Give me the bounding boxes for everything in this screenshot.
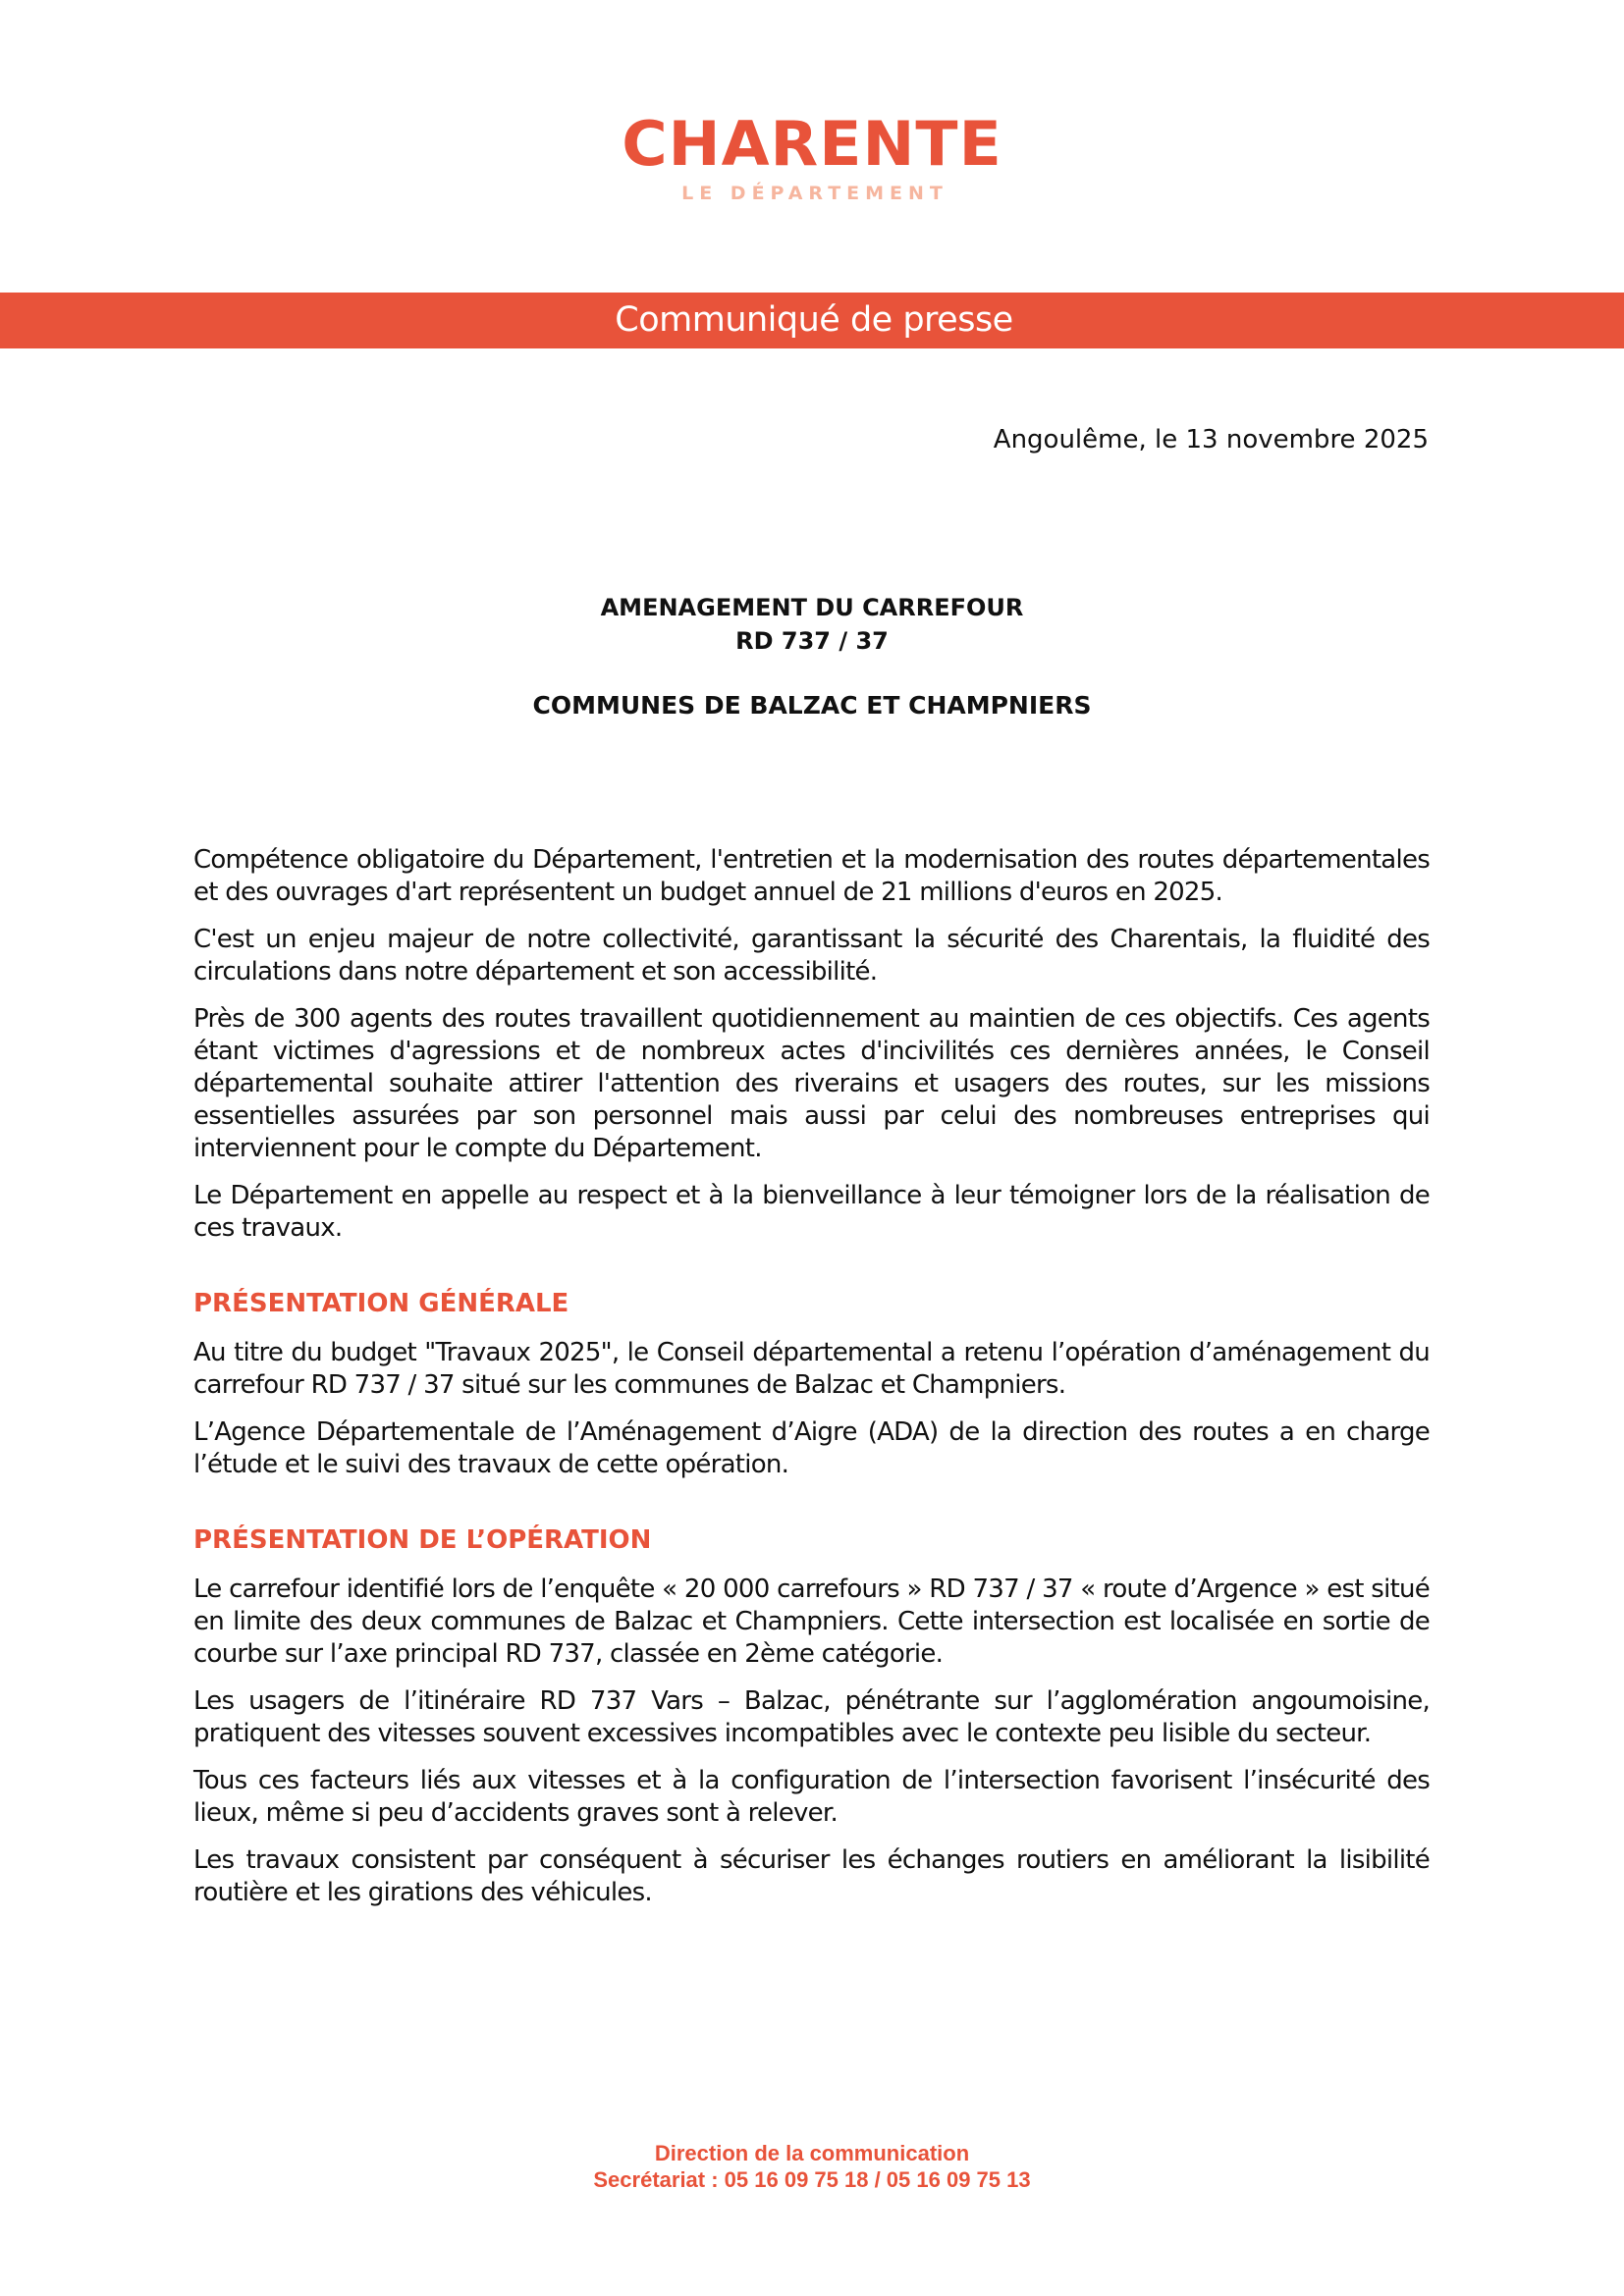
document-body (193, 844, 1430, 1924)
section-paragraph: Les usagers de l’itinéraire RD 737 Vars – Balzac, pénétrante sur l’agglomération angoumoisine, pratiquent des vitesses souvent excessives incompatibles avec le contexte peu lisible du secteur. (193, 1686, 1430, 1748)
intro-paragraph: Compétence obligatoire du Département, l'entretien et la modernisation des routes départementales et des ouvrages d'art représentent un budget annuel de 21 millions d'euros en 2025. (193, 845, 1430, 907)
footer-phone: Secrétariat : 05 16 09 75 18 / 05 16 09 75 13 (593, 2167, 1031, 2192)
press-release-banner (0, 293, 1624, 348)
section-heading: PRÉSENTATION DE L’OPÉRATION (193, 1525, 652, 1555)
section-presentation-operation (193, 1524, 1430, 1909)
section-paragraph: L’Agence Départementale de l’Aménagement d’Aigre (ADA) de la direction des routes a en charge l’étude et le suivi des travaux de cette opération. (193, 1417, 1430, 1479)
section-heading: PRÉSENTATION GÉNÉRALE (193, 1289, 569, 1318)
footer-contact (0, 2140, 1624, 2193)
logo-wordmark: CHARENTE (622, 108, 1002, 180)
intro-paragraph: C'est un enjeu majeur de notre collectivité, garantissant la sécurité des Charentais, la fluidité des circulations dans notre département et son accessibilité. (193, 925, 1430, 987)
section-paragraph: Au titre du budget "Travaux 2025", le Conseil départemental a retenu l’opération d’aménagement du carrefour RD 737 / 37 situé sur les communes de Balzac et Champniers. (193, 1338, 1430, 1400)
document-title (0, 591, 1624, 722)
section-paragraph: Les travaux consistent par conséquent à sécuriser les échanges routiers en améliorant la lisibilité routière et les girations des véhicules. (193, 1845, 1430, 1907)
section-presentation-generale (193, 1288, 1430, 1481)
charente-logo (0, 110, 1624, 204)
footer-department: Direction de la communication (654, 2141, 970, 2165)
title-line-1: AMENAGEMENT DU CARREFOUR (600, 594, 1024, 621)
banner-title: Communiqué de presse (615, 300, 1013, 340)
intro-paragraph: Près de 300 agents des routes travaillent quotidiennement au maintien de ces objectifs. Ces agents étant victimes d'agressions et de nombreux actes d'incivilités ces dernières années, le Conseil départemental souhaite attirer l'attention des riverains et usagers des routes, sur les missions essentielles assurées par son personnel mais aussi par celui des nombreuses entreprises qui interviennent pour le compte du Département. (193, 1004, 1430, 1163)
section-paragraph: Le carrefour identifié lors de l’enquête « 20 000 carrefours » RD 737 / 37 « route d’Argence » est situé en limite des deux communes de Balzac et Champniers. Cette intersection est localisée en sortie de courbe sur l’axe principal RD 737, classée en 2ème catégorie. (193, 1575, 1430, 1669)
title-line-2: RD 737 / 37 (735, 627, 889, 655)
logo-subtitle: LE DÉPARTEMENT (681, 183, 948, 204)
intro-paragraph: Le Département en appelle au respect et à la bienveillance à leur témoigner lors de la réalisation de ces travaux. (193, 1181, 1430, 1243)
title-communes: COMMUNES DE BALZAC ET CHAMPNIERS (532, 691, 1092, 720)
date-line: Angoulême, le 13 novembre 2025 (993, 425, 1429, 454)
section-paragraph: Tous ces facteurs liés aux vitesses et à la configuration de l’intersection favorisent l’insécurité des lieux, même si peu d’accidents graves sont à relever. (193, 1766, 1430, 1828)
